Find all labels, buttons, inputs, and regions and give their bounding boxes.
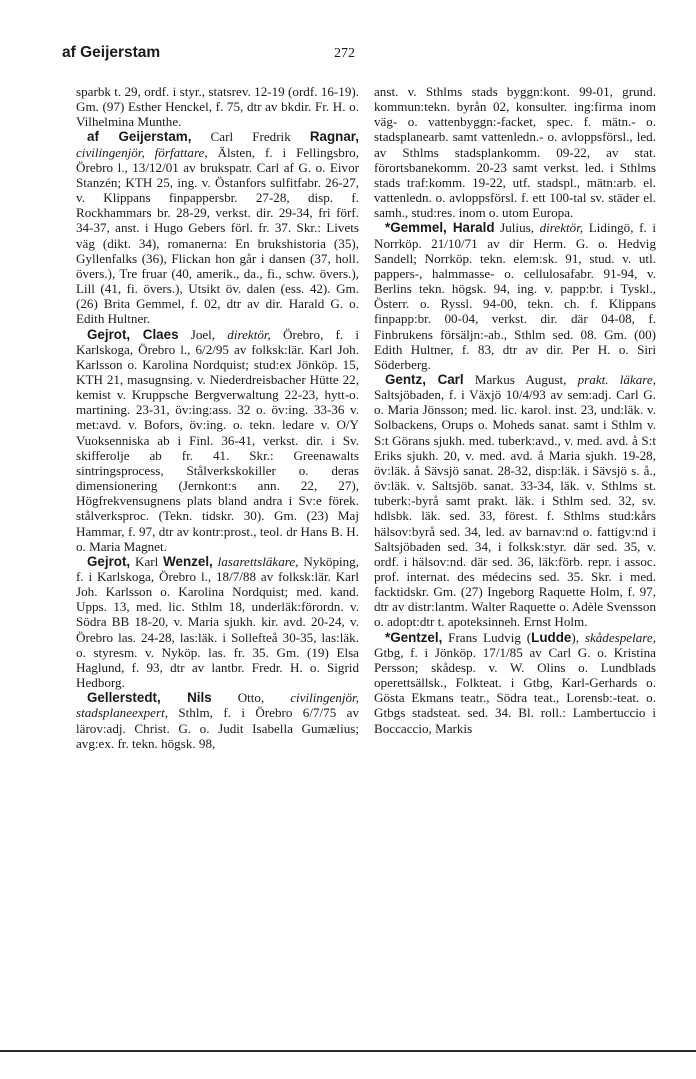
entry-body: Örebro, f. i Karlskoga, Örebro l., 6/2/95 av folksk:lär. Karl Joh. Karlsson o. Karolina Nordquist; stud:ex Jönköp. 15, KTH 21, masugnsing. v. Niederdreisbacher Hütte 22, kemist v. Kruppsche Bergverwaltung 22-23, hytt-o. martining. 23-31, öv:ing:ass. 32 o. öv:ing. 33-36 v. met:avd. v. Bofors, öv:ing. o. tekn. ledare v. O/Y Vuoksenniska ab i Finl. 36-41, verkst. dir. i Sv. skifferolje ab fr. 41. Skr.: Greenawalts sintringsprocess, Stålverkskokiller o. deras dimensionering (Jernkont:s ann. 22, 27), Högfrekvensugnens plats bland andra i Sv:e förek. stålverksproc. (Tekn. tidskr. 30). Gm. (23) Maj Hammar, f. 97, dtr av kontr:prost., teol. dr Hans B. H. o. Maria Magnet. [76,326,360,554]
entry-af-geijerstam [76,129,359,326]
entry-given-names: Otto, [211,690,291,706]
entry-gellerstedt [76,690,359,751]
entry-body: Gtbg, f. i Jönköp. 17/1/85 av Carl G. o. Kristina Persson; skådesp. v. W. Olins o. Lundblads operettsällsk., Folkteat. i Gtbg, Karl-Gerhards o. Gösta Ekmans teatr., Södra teat., Lorensb:-teat. o. Gtbgs stadsteat. sed. 34. Bl. roll.: Lambertuccio i Boccaccio, Markis [374,644,656,736]
entry-given-names: Markus August, [463,371,578,387]
entry-given-names: Karl [130,553,164,569]
entry-title: lasarettsläkare, [212,553,299,569]
right-column [374,84,656,736]
entry-title: direktör, [539,220,584,236]
entry-given-names: Carl Fredrik [191,129,310,145]
left-column [76,84,359,751]
entry-name: Gellerstedt, Nils [87,690,212,706]
page-number: 272 [334,46,355,61]
bottom-scan-edge [0,1050,696,1052]
entry-body: Lidingö, f. i Norrköp. 21/10/71 av dir Herm. G. o. Hedvig Sandell; Norrköp. tekn. elem:sk. 91, stud. v. utl. pappers-, halmmasse- o. cellulosafabr. 91-94, v. Berlins tekn. högsk. 94, ing. v. papp:br. i Tyskl., Österr. o. Ryssl. 94-00, tekn. ch. f. Klippans finpapp:br. 00-04, verkst. dir. där 04-08, f. Finbrukens försäljn:-ab., Sthlm sed. 08. Gm. (00) Edith Hultner, f. 83, dtr av dir. Per H. o. Siri Söderberg. [374,220,656,372]
page-header [62,44,642,70]
entry-gejrot-wenzel [76,554,359,690]
entry-title: civilingenjör, författare, [76,144,208,160]
entry-name: Gejrot, Claes [87,326,179,342]
entry-call-name: Wenzel, [163,553,213,569]
entry-call-name: Ludde [531,629,572,645]
entry-given-names-tail: ), [571,629,585,645]
entry-body: Sthlm, f. i Örebro 6/7/75 av lärov:adj. Christ. G. o. Judit Isabella Gumælius; avg:ex. fr. tekn. högsk. 98, [76,705,359,751]
entry-given-names: Frans Ludvig ( [442,629,532,645]
entry-body: Nyköping, f. i Karlskoga, Örebro l., 18/7/88 av folksk:lär. Karl Joh. Karlsson o. Karolina Nordquist; med. kand. Upps. 13, med. lic. Sthlm 18, underläk:förordn. v. Södra BB 18-20, v. Maria sjukh. kir. avd. 20-24, v. Örebro las. 24-28, las:läk. i Sollefteå 30-35, las:läk. o. styresm. v. Nyköp. las. fr. 35. Gm. (19) Elsa Haglund, f. 93, dtr av lantbr. Fredr. H. o. Sigrid Hedborg. [76,553,359,691]
entry-title: prakt. läkare, [577,371,656,387]
entry-given-names: Joel, [178,326,228,342]
entry-gejrot-claes [76,327,359,554]
entry-gemmel [374,220,656,372]
entry-name: Gentz, Carl [385,371,464,387]
entry-name: Gejrot, [87,553,131,569]
entry-continuation [76,84,359,129]
entry-body: anst. v. Sthlms stads byggn:kont. 99-01, grund. kommun:tekn. byrån 02, konsulter. ing:firma inom väg- o. vattenbyggn:-facket, spec. f. mätn.- o. stadsplanearb. samt vattenledn.- o. avloppsförsl., led. av Sthlms stadsplankomm. 09-22, av stat. förortsbanekomm. 20-23 samt verkst. led. i Sthlms stads traf:komm. 19-22, utf. stadspl., mätn:arb. el. vattenledn. o. avloppsförsl. f. ett 100-tal sv. städer el. samh., stud:res. inom o. utom Europa. [374,84,656,221]
entry-marker: * [385,629,391,645]
entry-title: skådespelare, [584,629,656,645]
entry-body: Saltsjöbaden, f. i Växjö 10/4/93 av sem:adj. Carl G. o. Maria Jönsson; med. lic. karol. inst. 23, und:läk. v. Solbackens, Orups o. Moheds sanat. samt i Sthlm v. S:t Görans sjukh. med. tuberk:avd., v. med. avd. å S:t Eriks sjukh. 20, v. med. avd. å Maria sjukh. 19-28, öv:läk. å Sävsjö sanat. 28-32, disp:läk. i Sävsjö s. å., öv:läk. v. Saltsjöb. sanat. 33-34, läk. v. Sthlms st. tuberk:-byrå samt prakt. läk. i Sthlm sed. 32, sv. hdlsbk. läk. sed. 33, förest. f. Sthlms stud:kårs hälsov:byrå sed. 34, led. av barnav:nd o. fattigv:nd i Saltsjöbaden sed. 34, i folksk:styr. där sed. 35, v. ordf. i hälsov:nd. där sed. 36, läk:förb. repr. i assoc. prof. internat. des médecins sed. 35. Skr. i med. facktidskr. Gm. (27) Ingeborg Raquette Holm, f. 97, dtr av distr:lantm. Walter Raquette o. Adèle Svensson o. adopt:dtr t. apoteksinneh. Ernst Holm. [374,387,656,630]
entry-gentz [374,372,656,630]
entry-continuation [374,84,656,220]
entry-title: civilingenjör, stadsplaneexpert, [76,690,359,721]
entry-name: Gentzel, [390,629,443,645]
entry-body: sparbk t. 29, ordf. i styr., statsrev. 12-19 (ordf. 16-19). Gm. (97) Esther Henckel, f. 75, dtr av bkdir. Fr. H. o. Vilhelmina Munthe. [76,84,359,130]
entry-body: Älsten, f. i Fellingsbro, Örebro l., 13/12/01 av brukspatr. Carl af G. o. Eivor Stanzén; KTH 25, ing. v. Östanfors sulfitfabr. 26-27, v. Klippans finpappersbr. 27-28, disp. f. Rockhammars br. 28-29, verkst. dir. 29-34, fri förf. 34-37, anst. i Hugo Gebers förl. fr. 37. Skr.: Livets väg (dikt. 34), romanerna: En brukshistoria (35), Gyllenfalks (36), Flickan hon går i dansen (37, holl. övers.), Tre fruar (40, amerik., da., fi., schw. övers.), Lill (41, fi. övers.), Utsikt öv. dalen (ess. 42). Gm. (26) Brita Gemmel, f. 02, dtr av dir. Harald G. o. Edith Hultner. [76,144,360,327]
entry-call-name: Ragnar, [309,129,359,145]
entry-given-names: Julius, [494,220,540,236]
entry-marker: * [385,220,391,236]
entry-name: Gemmel, Harald [390,220,495,236]
entry-gentzel [374,630,656,736]
entry-name: af Geijerstam, [87,129,192,145]
entry-title: direktör, [227,326,271,342]
running-head: af Geijerstam [62,44,161,61]
